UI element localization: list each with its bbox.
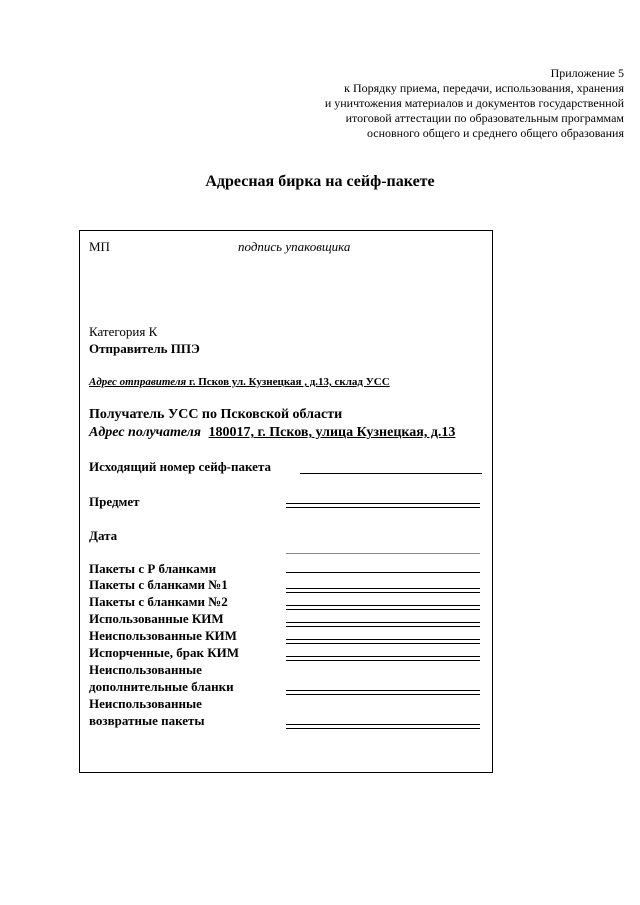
- recipient-address-value: 180017, г. Псков, улица Кузнецкая, д.13: [208, 425, 456, 440]
- appendix-line: итоговой аттестации по образовательным программам: [345, 111, 624, 125]
- packets-blanks-2-line: [286, 609, 480, 610]
- date-line: [286, 553, 480, 554]
- used-kim-line: [286, 622, 480, 623]
- sender-address-value: г. Псков ул. Кузнецкая , д.13, склад УСС: [186, 376, 390, 388]
- unused-kim-line: [286, 643, 480, 644]
- appendix-line: и уничтожения материалов и документов государственной: [324, 96, 624, 110]
- appendix-number: Приложение 5: [550, 66, 624, 80]
- unused-kim-label: Неиспользованные КИМ: [89, 628, 237, 643]
- used-kim-line: [286, 626, 480, 627]
- stamp-placeholder: МП: [89, 239, 110, 254]
- packets-blanks-2-line: [286, 605, 480, 606]
- used-kim-label: Использованные КИМ: [89, 611, 224, 626]
- damaged-kim-label: Испорченные, брак КИМ: [89, 645, 240, 660]
- sender-address-label: Адрес отправителя: [89, 376, 187, 388]
- document-title: Адресная бирка на сейф-пакете: [205, 173, 435, 190]
- sender-label: Отправитель ППЭ: [89, 341, 200, 356]
- unused-additional-line: [286, 690, 480, 691]
- outgoing-number-line: [300, 473, 482, 474]
- unused-return-line: [286, 728, 480, 729]
- recipient-label: Получатель УСС по Псковской области: [89, 407, 343, 422]
- date-label: Дата: [89, 528, 118, 543]
- subject-label: Предмет: [89, 494, 140, 509]
- packets-blanks-2-label: Пакеты с бланками №2: [89, 594, 228, 609]
- outgoing-number-label: Исходящий номер сейф-пакета: [89, 459, 271, 474]
- appendix-header: [204, 66, 624, 141]
- recipient-address-label: Адрес получателя: [89, 425, 201, 440]
- packets-blanks-1-label: Пакеты с бланками №1: [89, 577, 228, 592]
- unused-kim-line: [286, 639, 480, 640]
- unused-additional-label-2: дополнительные бланки: [89, 679, 234, 694]
- sender-address: [89, 374, 390, 390]
- packets-blanks-1-line: [286, 588, 480, 589]
- packets-r-blanks-label: Пакеты с Р бланками: [89, 561, 217, 576]
- packer-signature-label: подпись упаковщика: [238, 239, 351, 254]
- damaged-kim-line: [286, 656, 480, 657]
- subject-line: [286, 507, 480, 508]
- unused-additional-line: [286, 694, 480, 695]
- unused-additional-label-1: Неиспользованные: [89, 662, 202, 677]
- unused-return-line: [286, 724, 480, 725]
- damaged-kim-line: [286, 660, 480, 661]
- unused-return-label-2: возвратные пакеты: [89, 713, 205, 728]
- packets-r-blanks-line: [286, 572, 480, 573]
- packets-blanks-1-line: [286, 592, 480, 593]
- unused-return-label-1: Неиспользованные: [89, 696, 202, 711]
- category-label: Категория К: [89, 324, 158, 339]
- address-tag-box: [79, 230, 493, 773]
- subject-line: [286, 503, 480, 504]
- appendix-line: основного общего и среднего общего образования: [366, 126, 624, 140]
- recipient-address: [89, 425, 455, 441]
- appendix-line: к Порядку приема, передачи, использования, хранения: [344, 81, 624, 95]
